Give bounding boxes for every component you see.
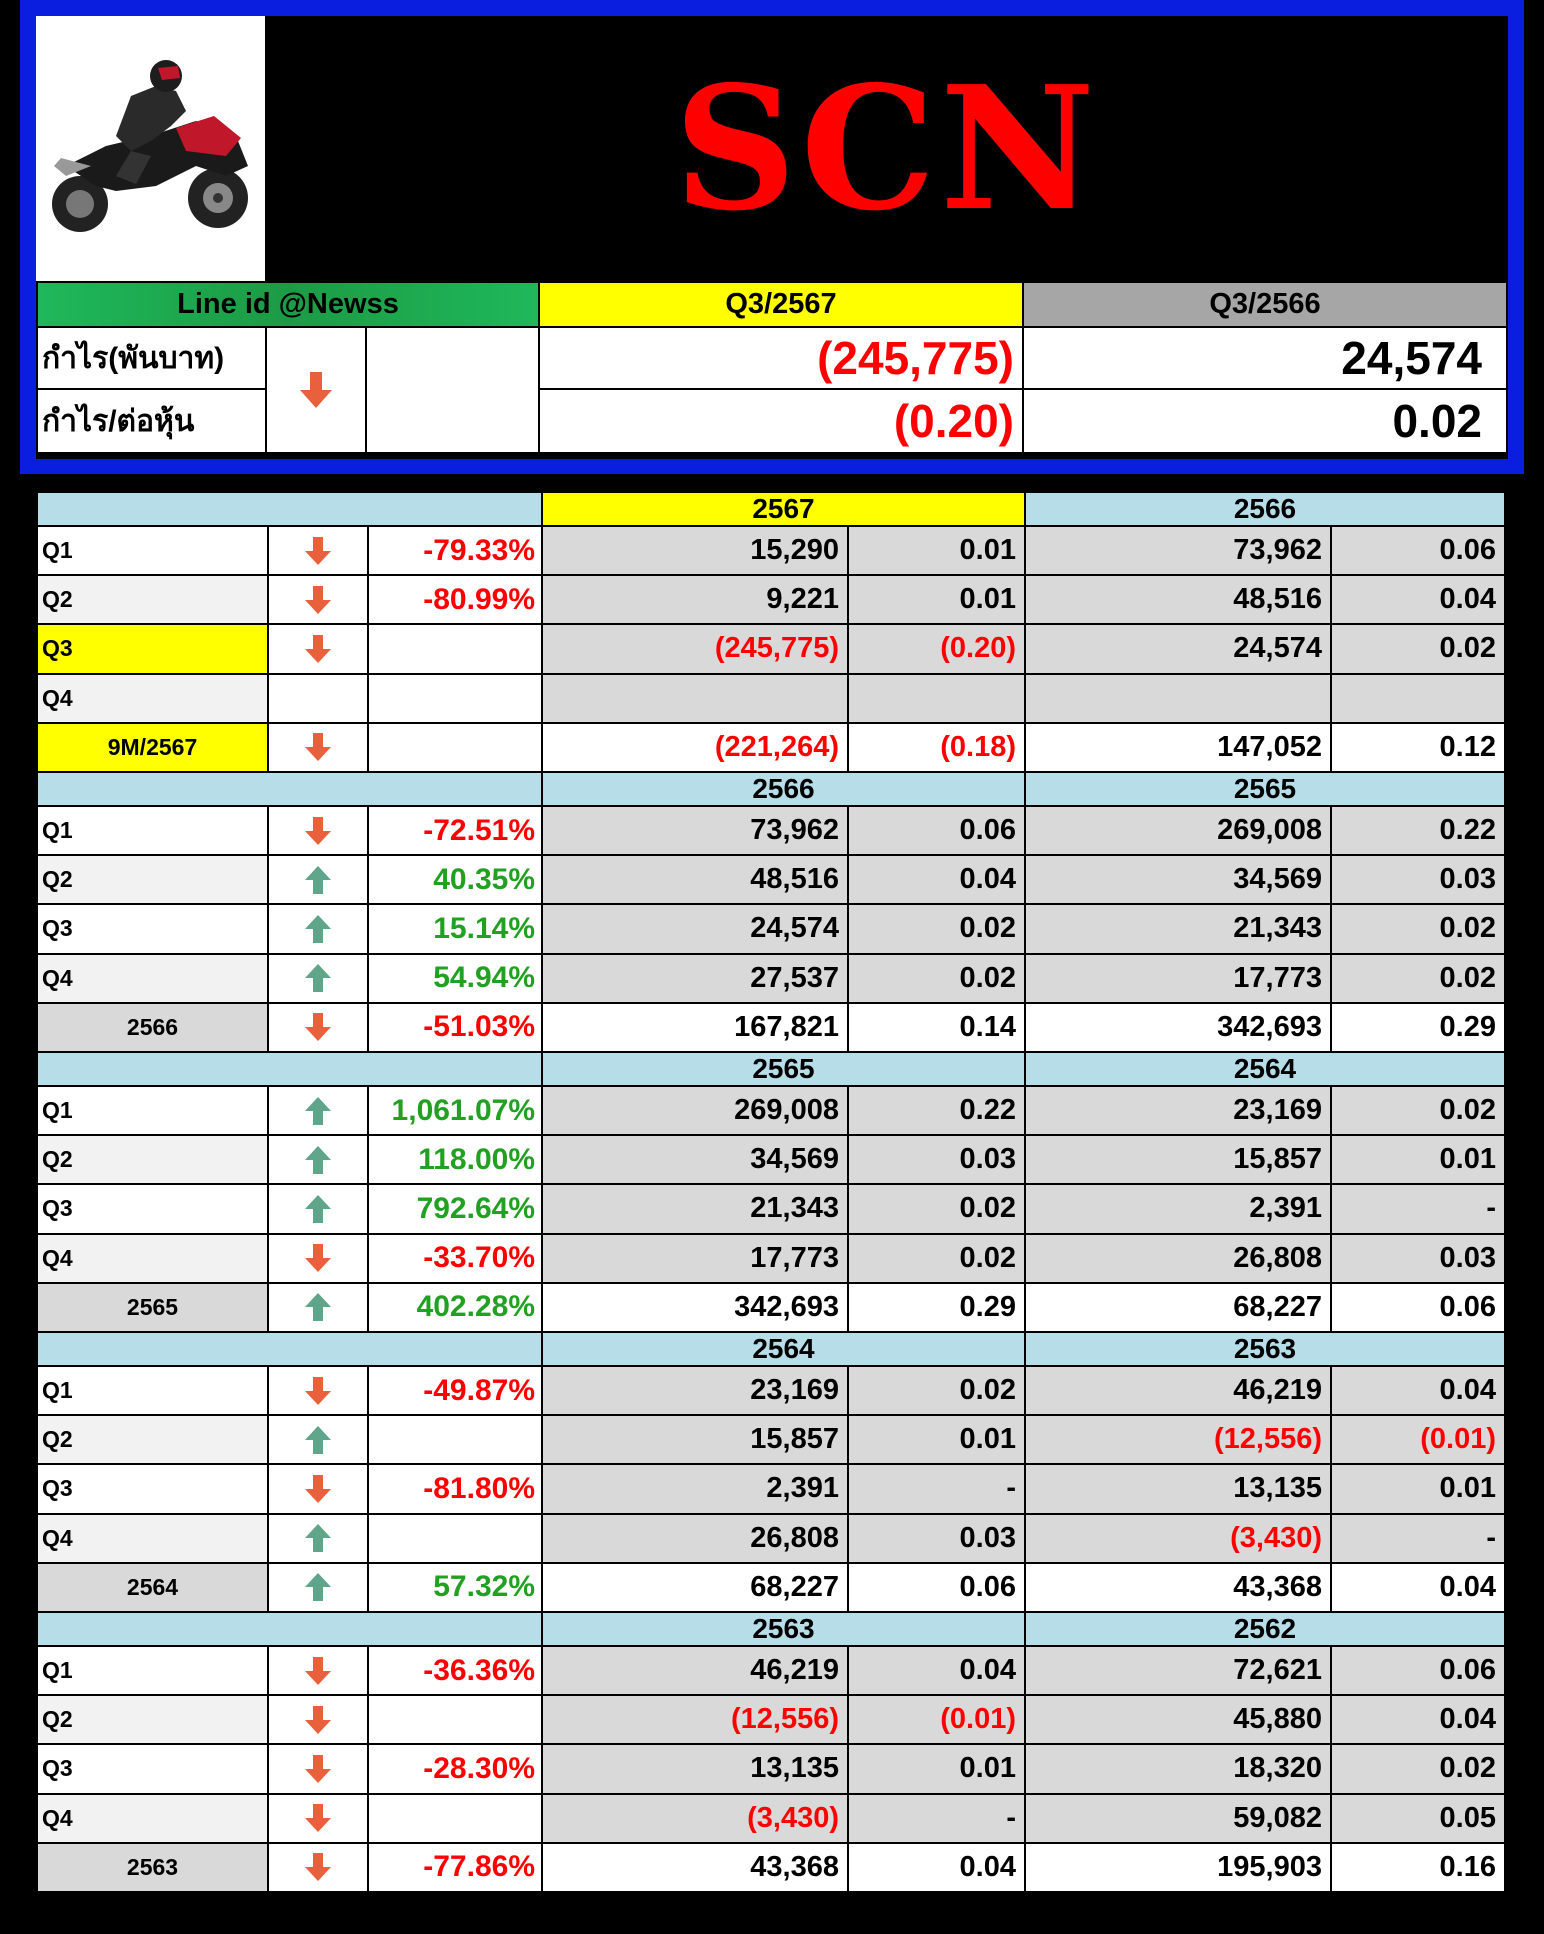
- profit-value: 27,537: [541, 953, 849, 1004]
- change-percent: -79.33%: [367, 525, 543, 576]
- profit-current-value: (245,775): [538, 326, 1024, 390]
- arrow-down-icon: [303, 1704, 333, 1736]
- trend-cell: [267, 623, 369, 674]
- prev-profit-value: 68,227: [1024, 1282, 1332, 1333]
- trend-cell: [267, 1365, 369, 1416]
- trend-cell: [267, 805, 369, 856]
- prev-profit-value: 17,773: [1024, 953, 1332, 1004]
- profit-value: (245,775): [541, 623, 849, 674]
- eps-value: 0.02: [847, 953, 1026, 1004]
- prev-eps-value: 0.02: [1330, 953, 1506, 1004]
- eps-value: 0.22: [847, 1085, 1026, 1136]
- quarter-label: Q2: [36, 574, 269, 625]
- prev-profit-value: 15,857: [1024, 1134, 1332, 1185]
- change-percent: -81.80%: [367, 1463, 543, 1514]
- arrow-down-icon: [303, 1375, 333, 1407]
- total-row-label: 2563: [36, 1842, 269, 1893]
- arrow-down-icon: [303, 1802, 333, 1834]
- trend-cell: [267, 1463, 369, 1514]
- prev-profit-value: (3,430): [1024, 1513, 1332, 1564]
- header-panel: [36, 16, 1508, 459]
- prev-eps-value: (0.01): [1330, 1414, 1506, 1465]
- page-title: SCN: [673, 48, 1100, 249]
- trend-cell: [267, 673, 369, 724]
- eps-value: -: [847, 1793, 1026, 1844]
- arrow-down-icon: [303, 1851, 333, 1883]
- prev-eps-value: 0.03: [1330, 1233, 1506, 1284]
- trend-cell: [267, 1842, 369, 1893]
- eps-value: 0.03: [847, 1513, 1026, 1564]
- eps-value: 0.04: [847, 1842, 1026, 1893]
- profit-value: 2,391: [541, 1463, 849, 1514]
- eps-value: 0.04: [847, 854, 1026, 905]
- change-percent: 40.35%: [367, 854, 543, 905]
- trend-cell: [267, 1134, 369, 1185]
- section-header-blank: [36, 1611, 543, 1647]
- arrow-up-icon: [303, 1571, 333, 1603]
- trend-cell: [267, 1562, 369, 1613]
- section-year-current: 2566: [541, 771, 1026, 807]
- eps-value: [847, 673, 1026, 724]
- prev-profit-value: 147,052: [1024, 722, 1332, 773]
- arrow-up-icon: [303, 962, 333, 994]
- profit-value: 34,569: [541, 1134, 849, 1185]
- prev-eps-value: 0.22: [1330, 805, 1506, 856]
- section-year-current: 2565: [541, 1051, 1026, 1087]
- eps-value: 0.06: [847, 1562, 1026, 1613]
- section-year-previous: 2564: [1024, 1051, 1506, 1087]
- total-row-label: 2566: [36, 1002, 269, 1053]
- trend-cell: [267, 1694, 369, 1745]
- prev-eps-value: 0.04: [1330, 1562, 1506, 1613]
- quarter-label: Q2: [36, 1134, 269, 1185]
- eps-value: 0.01: [847, 1414, 1026, 1465]
- prev-eps-value: 0.05: [1330, 1793, 1506, 1844]
- prev-eps-value: -: [1330, 1513, 1506, 1564]
- eps-previous-value: 0.02: [1022, 388, 1508, 454]
- prev-profit-value: 73,962: [1024, 525, 1332, 576]
- arrow-down-icon: [303, 1753, 333, 1785]
- change-percent: -28.30%: [367, 1743, 543, 1794]
- prev-profit-value: 342,693: [1024, 1002, 1332, 1053]
- change-percent: -77.86%: [367, 1842, 543, 1893]
- change-percent: -80.99%: [367, 574, 543, 625]
- trend-cell: [267, 903, 369, 954]
- section-header-blank: [36, 491, 543, 527]
- quarter-label: Q3: [36, 623, 269, 674]
- change-percent: -72.51%: [367, 805, 543, 856]
- prev-profit-value: 48,516: [1024, 574, 1332, 625]
- profit-value: 15,290: [541, 525, 849, 576]
- trend-cell: [267, 1183, 369, 1234]
- trend-cell: [267, 1414, 369, 1465]
- change-percent: -36.36%: [367, 1645, 543, 1696]
- prev-profit-value: 195,903: [1024, 1842, 1332, 1893]
- profit-value: 9,221: [541, 574, 849, 625]
- prev-profit-value: 43,368: [1024, 1562, 1332, 1613]
- quarter-label: Q1: [36, 1365, 269, 1416]
- header-blank-cell: [365, 326, 540, 454]
- total-row-label: 2565: [36, 1282, 269, 1333]
- change-percent: [367, 1694, 543, 1745]
- motorcycle-rider-logo: [36, 16, 265, 281]
- section-year-previous: 2563: [1024, 1331, 1506, 1367]
- profit-value: 342,693: [541, 1282, 849, 1333]
- arrow-down-icon: [303, 633, 333, 665]
- quarter-label: Q1: [36, 525, 269, 576]
- prev-profit-value: 21,343: [1024, 903, 1332, 954]
- profit-value: 46,219: [541, 1645, 849, 1696]
- profit-value: 269,008: [541, 1085, 849, 1136]
- eps-value: 0.02: [847, 1365, 1026, 1416]
- prev-profit-value: 2,391: [1024, 1183, 1332, 1234]
- col-current-header: Q3/2567: [538, 281, 1024, 328]
- profit-row-label: กำไร(พันบาท): [36, 326, 267, 390]
- eps-value: 0.03: [847, 1134, 1026, 1185]
- profit-value: 167,821: [541, 1002, 849, 1053]
- profit-value: 21,343: [541, 1183, 849, 1234]
- profit-value: (3,430): [541, 1793, 849, 1844]
- section-year-previous: 2562: [1024, 1611, 1506, 1647]
- prev-eps-value: 0.06: [1330, 525, 1506, 576]
- arrow-up-icon: [303, 1095, 333, 1127]
- prev-eps-value: 0.29: [1330, 1002, 1506, 1053]
- change-percent: [367, 623, 543, 674]
- total-row-label: 9M/2567: [36, 722, 269, 773]
- change-percent: 118.00%: [367, 1134, 543, 1185]
- change-percent: 402.28%: [367, 1282, 543, 1333]
- prev-eps-value: 0.02: [1330, 1743, 1506, 1794]
- section-year-previous: 2566: [1024, 491, 1506, 527]
- arrow-up-icon: [303, 913, 333, 945]
- change-percent: 1,061.07%: [367, 1085, 543, 1136]
- arrow-up-icon: [303, 1193, 333, 1225]
- trend-cell: [267, 1513, 369, 1564]
- arrow-down-icon: [303, 731, 333, 763]
- total-row-label: 2564: [36, 1562, 269, 1613]
- eps-value: 0.14: [847, 1002, 1026, 1053]
- prev-profit-value: 269,008: [1024, 805, 1332, 856]
- quarter-label: Q1: [36, 805, 269, 856]
- trend-cell: [267, 574, 369, 625]
- quarter-label: Q3: [36, 1183, 269, 1234]
- section-year-current: 2567: [541, 491, 1026, 527]
- section-year-current: 2564: [541, 1331, 1026, 1367]
- change-percent: -33.70%: [367, 1233, 543, 1284]
- change-percent: -49.87%: [367, 1365, 543, 1416]
- trend-cell: [267, 1282, 369, 1333]
- eps-value: 0.02: [847, 903, 1026, 954]
- prev-eps-value: 0.01: [1330, 1463, 1506, 1514]
- prev-profit-value: 18,320: [1024, 1743, 1332, 1794]
- quarter-label: Q3: [36, 1463, 269, 1514]
- trend-cell: [267, 1233, 369, 1284]
- quarter-label: Q4: [36, 673, 269, 724]
- arrow-up-icon: [303, 864, 333, 896]
- profit-value: 73,962: [541, 805, 849, 856]
- arrow-down-icon: [303, 815, 333, 847]
- trend-cell: [267, 854, 369, 905]
- prev-eps-value: 0.03: [1330, 854, 1506, 905]
- header-trend-arrow: [265, 326, 367, 454]
- line-id-label: Line id @Newss: [36, 281, 540, 328]
- profit-value: 15,857: [541, 1414, 849, 1465]
- profit-value: 68,227: [541, 1562, 849, 1613]
- trend-cell: [267, 1085, 369, 1136]
- eps-value: 0.06: [847, 805, 1026, 856]
- change-percent: [367, 1414, 543, 1465]
- prev-profit-value: 23,169: [1024, 1085, 1332, 1136]
- col-previous-header: Q3/2566: [1022, 281, 1508, 328]
- prev-eps-value: 0.04: [1330, 1694, 1506, 1745]
- trend-cell: [267, 1743, 369, 1794]
- profit-value: 13,135: [541, 1743, 849, 1794]
- change-percent: [367, 1793, 543, 1844]
- quarter-label: Q4: [36, 1793, 269, 1844]
- header-frame: [20, 0, 1524, 474]
- profit-value: 24,574: [541, 903, 849, 954]
- section-header-blank: [36, 1051, 543, 1087]
- change-percent: 57.32%: [367, 1562, 543, 1613]
- prev-eps-value: 0.01: [1330, 1134, 1506, 1185]
- prev-eps-value: 0.04: [1330, 574, 1506, 625]
- arrow-up-icon: [303, 1522, 333, 1554]
- prev-eps-value: 0.02: [1330, 623, 1506, 674]
- trend-cell: [267, 525, 369, 576]
- quarter-label: Q4: [36, 953, 269, 1004]
- eps-value: -: [847, 1463, 1026, 1514]
- prev-profit-value: 34,569: [1024, 854, 1332, 905]
- quarter-label: Q1: [36, 1085, 269, 1136]
- profit-value: (12,556): [541, 1694, 849, 1745]
- prev-profit-value: 45,880: [1024, 1694, 1332, 1745]
- quarter-label: Q2: [36, 854, 269, 905]
- eps-value: (0.01): [847, 1694, 1026, 1745]
- eps-value: 0.02: [847, 1233, 1026, 1284]
- prev-eps-value: 0.02: [1330, 903, 1506, 954]
- arrow-up-icon: [303, 1291, 333, 1323]
- eps-current-value: (0.20): [538, 388, 1024, 454]
- arrow-up-icon: [303, 1424, 333, 1456]
- prev-eps-value: 0.06: [1330, 1282, 1506, 1333]
- profit-previous-value: 24,574: [1022, 326, 1508, 390]
- quarter-label: Q2: [36, 1414, 269, 1465]
- prev-eps-value: 0.12: [1330, 722, 1506, 773]
- section-header-blank: [36, 1331, 543, 1367]
- change-percent: [367, 1513, 543, 1564]
- prev-profit-value: 24,574: [1024, 623, 1332, 674]
- profit-value: 17,773: [541, 1233, 849, 1284]
- change-percent: 15.14%: [367, 903, 543, 954]
- arrow-down-icon: [303, 1242, 333, 1274]
- eps-value: 0.29: [847, 1282, 1026, 1333]
- arrow-down-icon: [303, 1473, 333, 1505]
- quarter-label: Q3: [36, 903, 269, 954]
- trend-cell: [267, 953, 369, 1004]
- change-percent: [367, 722, 543, 773]
- quarter-label: Q2: [36, 1694, 269, 1745]
- arrow-down-icon: [303, 1011, 333, 1043]
- profit-value: 43,368: [541, 1842, 849, 1893]
- prev-eps-value: 0.02: [1330, 1085, 1506, 1136]
- change-percent: [367, 673, 543, 724]
- prev-profit-value: 26,808: [1024, 1233, 1332, 1284]
- quarter-label: Q1: [36, 1645, 269, 1696]
- trend-cell: [267, 1002, 369, 1053]
- quarter-label: Q4: [36, 1513, 269, 1564]
- prev-profit-value: 59,082: [1024, 1793, 1332, 1844]
- arrow-up-icon: [303, 1144, 333, 1176]
- profit-value: 48,516: [541, 854, 849, 905]
- trend-cell: [267, 1793, 369, 1844]
- eps-value: 0.02: [847, 1183, 1026, 1234]
- profit-value: [541, 673, 849, 724]
- prev-profit-value: 13,135: [1024, 1463, 1332, 1514]
- eps-value: 0.01: [847, 574, 1026, 625]
- profit-value: (221,264): [541, 722, 849, 773]
- trend-cell: [267, 722, 369, 773]
- arrow-down-icon: [303, 535, 333, 567]
- eps-value: 0.01: [847, 525, 1026, 576]
- prev-eps-value: 0.04: [1330, 1365, 1506, 1416]
- prev-profit-value: [1024, 673, 1332, 724]
- prev-eps-value: 0.06: [1330, 1645, 1506, 1696]
- eps-value: (0.18): [847, 722, 1026, 773]
- trend-cell: [267, 1645, 369, 1696]
- section-header-blank: [36, 771, 543, 807]
- profit-value: 26,808: [541, 1513, 849, 1564]
- change-percent: 54.94%: [367, 953, 543, 1004]
- quarter-label: Q4: [36, 1233, 269, 1284]
- arrow-down-icon: [303, 584, 333, 616]
- arrow-down-icon: [297, 370, 335, 410]
- prev-eps-value: 0.16: [1330, 1842, 1506, 1893]
- section-year-previous: 2565: [1024, 771, 1506, 807]
- section-year-current: 2563: [541, 1611, 1026, 1647]
- eps-value: (0.20): [847, 623, 1026, 674]
- prev-profit-value: (12,556): [1024, 1414, 1332, 1465]
- prev-profit-value: 72,621: [1024, 1645, 1332, 1696]
- change-percent: 792.64%: [367, 1183, 543, 1234]
- arrow-down-icon: [303, 1655, 333, 1687]
- eps-row-label: กำไร/ต่อหุ้น: [36, 388, 267, 454]
- prev-eps-value: -: [1330, 1183, 1506, 1234]
- change-percent: -51.03%: [367, 1002, 543, 1053]
- eps-value: 0.01: [847, 1743, 1026, 1794]
- quarter-label: Q3: [36, 1743, 269, 1794]
- history-table: [36, 491, 1504, 1893]
- prev-profit-value: 46,219: [1024, 1365, 1332, 1416]
- eps-value: 0.04: [847, 1645, 1026, 1696]
- prev-eps-value: [1330, 673, 1506, 724]
- profit-value: 23,169: [541, 1365, 849, 1416]
